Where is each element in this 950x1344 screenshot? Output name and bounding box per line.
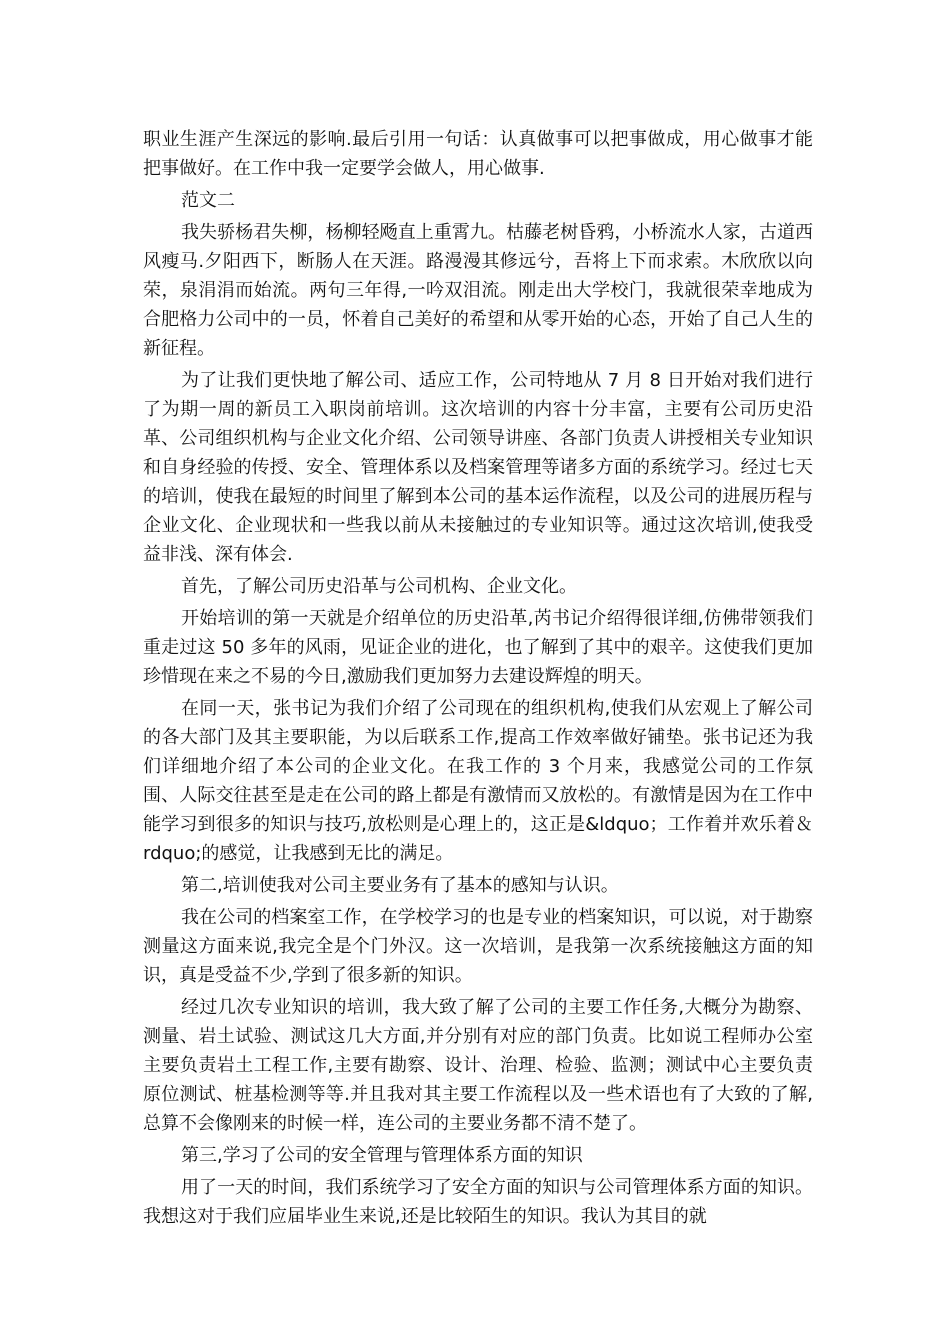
paragraph-1: 职业生涯产生深远的影响.最后引用一句话：认真做事可以把事做成，用心做事才能把事做好。在工作中我一定要学会做人，用心做事. [143, 129, 813, 179]
point-heading-second: 第二,培训使我对公司主要业务有了基本的感知与认识。 [181, 875, 619, 896]
point-heading-first: 首先，了解公司历史沿革与公司机构、企业文化。 [181, 576, 577, 597]
paragraph-7: 在同一天，张书记为我们介绍了公司现在的组织机构,使我们从宏观上了解公司的各大部门及其主要职能，为以后联系工作,提高工作效率做好铺垫。张书记还为我们详细地介绍了本公司的企业文化。在我工作的 3 个月来，我感觉公司的工作氛围、人际交往甚至是走在公司的路上都是有激情而又放松的。有激情是因为在工作中能学习到很多的知识与技巧,放松则是心理上的，这正是&ldquo；工作着并欢乐着＆rdquo;的感觉，让我感到无比的满足。 [143, 698, 813, 864]
paragraph-9: 我在公司的档案室工作，在学校学习的也是专业的档案知识，可以说，对于勘察测量这方面来说,我完全是个门外汉。这一次培训，是我第一次系统接触这方面的知识，真是受益不少,学到了很多新的知识。 [143, 907, 813, 986]
paragraph-6: 开始培训的第一天就是介绍单位的历史沿革,芮书记介绍得很详细,仿佛带领我们重走过这 50 多年的风雨，见证企业的进化，也了解到了其中的艰辛。这使我们更加珍惜现在来之不易的今日,激励我们更加努力去建设辉煌的明天。 [143, 608, 813, 687]
section-heading-fanwen-er: 范文二 [181, 190, 235, 211]
paragraph-3: 我失骄杨君失柳，杨柳轻飏直上重霄九。枯藤老树昏鸦，小桥流水人家，古道西风瘦马.夕阳西下，断肠人在天涯。路漫漫其修远兮，吾将上下而求索。木欣欣以向荣，泉涓涓而始流。两句三年得,一吟双泪流。刚走出大学校门，我就很荣幸地成为合肥格力公司中的一员，怀着自己美好的希望和从零开始的心态，开始了自己人生的新征程。 [143, 222, 813, 359]
paragraph-10: 经过几次专业知识的培训，我大致了解了公司的主要工作任务,大概分为勘察、测量、岩土试验、测试这几大方面,并分别有对应的部门负责。比如说工程师办公室主要负责岩土工程工作,主要有勘察、设计、治理、检验、监测；测试中心主要负责原位测试、桩基检测等等.并且我对其主要工作流程以及一些术语也有了大致的了解,总算不会像刚来的时候一样，连公司的主要业务都不清不楚了。 [143, 997, 813, 1134]
point-heading-third: 第三,学习了公司的安全管理与管理体系方面的知识 [181, 1145, 583, 1166]
paragraph-12: 用了一天的时间，我们系统学习了安全方面的知识与公司管理体系方面的知识。我想这对于我们应届毕业生来说,还是比较陌生的知识。我认为其目的就 [143, 1177, 813, 1227]
paragraph-4: 为了让我们更快地了解公司、适应工作，公司特地从 7 月 8 日开始对我们进行了为期一周的新员工入职岗前培训。这次培训的内容十分丰富，主要有公司历史沿革、公司组织机构与企业文化介绍、公司领导讲座、各部门负责人讲授相关专业知识和自身经验的传授、安全、管理体系以及档案管理等诸多方面的系统学习。经过七天的培训，使我在最短的时间里了解到本公司的基本运作流程，以及公司的进展历程与企业文化、企业现状和一些我以前从未接触过的专业知识等。通过这次培训,使我受益非浅、深有体会. [143, 370, 813, 565]
document-body [143, 125, 813, 1234]
